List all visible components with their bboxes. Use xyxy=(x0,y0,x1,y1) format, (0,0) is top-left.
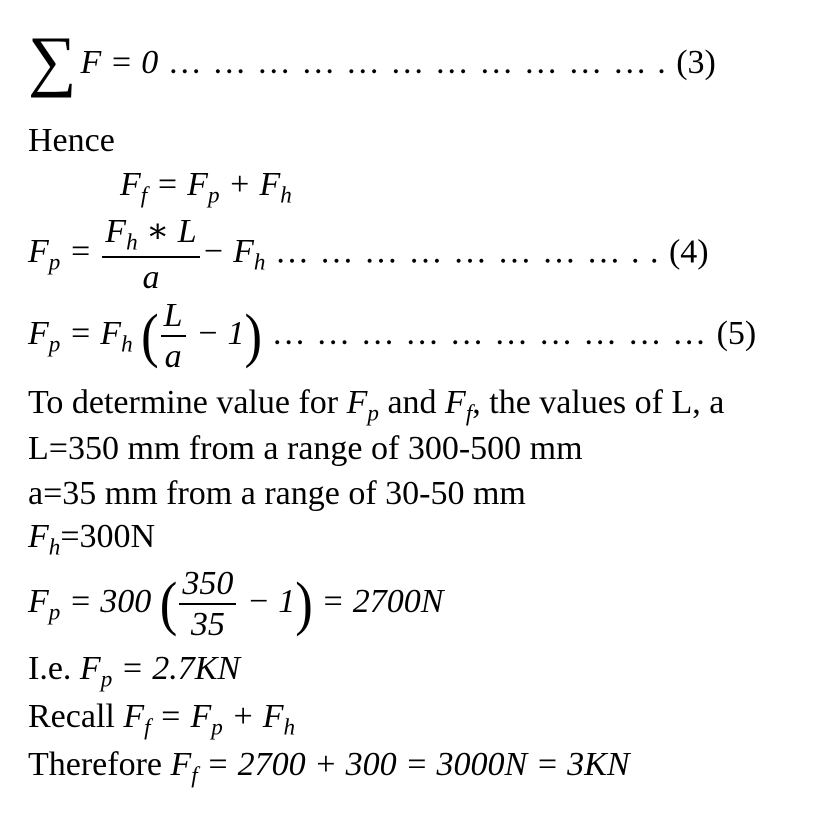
calc-right-paren: ) xyxy=(295,570,313,638)
given-fh-rest: =300N xyxy=(60,518,156,555)
eq4-numerator-sub: h xyxy=(126,229,138,256)
recall-fh-sub: h xyxy=(283,714,296,741)
fp-subscript: p xyxy=(207,182,220,209)
calc-left-paren: ( xyxy=(159,570,178,638)
eq5-lhs: F xyxy=(28,314,49,352)
recall-ff: F xyxy=(123,698,145,735)
determine-text xyxy=(28,386,724,426)
equation-4 xyxy=(28,214,709,295)
calculation xyxy=(28,566,443,642)
given-l: L=350 mm from a range of 300-500 mm xyxy=(28,430,583,467)
determine-fp: F xyxy=(346,384,368,421)
ie-rest: = 2.7KN xyxy=(112,650,241,687)
eq4-dots: … … … … … … … … . . xyxy=(265,233,669,271)
calc-minus-one: − 1 xyxy=(238,582,296,620)
eq5-tag: (5) xyxy=(716,314,757,352)
calc-denominator: 35 xyxy=(190,605,225,643)
eq5-numerator: L xyxy=(161,298,186,337)
recall-pre: Recall xyxy=(28,698,124,735)
summation-symbol: ∑ xyxy=(28,22,77,98)
eq4-tag: (4) xyxy=(668,233,709,271)
fp-symbol: F xyxy=(187,166,208,203)
calc-lhs: F xyxy=(28,582,49,620)
eq4-numerator-rest: ∗ L xyxy=(137,213,197,250)
eq4-denominator: a xyxy=(142,258,160,296)
ff-subscript: f xyxy=(140,182,148,209)
therefore-ff-sub: f xyxy=(191,762,198,789)
ff-symbol: F xyxy=(120,166,141,203)
therefore-pre: Therefore xyxy=(28,746,171,783)
calc-result: = 2700N xyxy=(312,582,444,620)
eq5-denominator: a xyxy=(164,337,182,375)
calc-lhs-sub: p xyxy=(48,599,61,626)
eq4-minus: − F xyxy=(201,233,254,271)
recall-fp-sub: p xyxy=(211,714,223,741)
equation-3 xyxy=(28,22,716,98)
given-fh-sub: h xyxy=(48,534,61,561)
eq5-fh-sub: h xyxy=(121,331,133,358)
eq3-dots: … … … … … … … … … … … . xyxy=(158,44,677,81)
ie-line xyxy=(28,652,240,692)
eq4-numerator: F xyxy=(105,213,127,250)
calc-numerator: 350 xyxy=(179,566,236,605)
ie-f: F xyxy=(79,650,101,687)
equation-ff xyxy=(120,168,292,208)
determine-fp-sub: p xyxy=(367,400,379,427)
recall-ff-sub: f xyxy=(144,714,151,741)
calc-equals-300: = 300 xyxy=(60,582,152,620)
eq4-fraction xyxy=(102,214,199,295)
ie-sub: p xyxy=(100,666,113,693)
determine-pre: To determine value for xyxy=(28,384,347,421)
fh-subscript: h xyxy=(280,182,292,209)
calc-fraction xyxy=(179,566,236,642)
left-paren: ( xyxy=(141,302,159,370)
equation-5 xyxy=(28,298,756,374)
ie-pre: I.e. xyxy=(28,650,80,687)
given-fh xyxy=(28,520,155,560)
recall-equals-fp: = F xyxy=(150,698,212,735)
given-fh-f: F xyxy=(28,518,49,555)
determine-ff-sub: f xyxy=(465,400,473,427)
eq4-lhs: F xyxy=(28,233,49,271)
therefore-rest: = 2700 + 300 = 3000N = 3KN xyxy=(197,746,630,783)
eq3-tag: (3) xyxy=(676,44,716,81)
eq4-lhs-sub: p xyxy=(48,249,61,276)
determine-and: and xyxy=(378,384,446,421)
recall-plus-fh: + F xyxy=(222,698,284,735)
eq5-dots: … … … … … … … … … … xyxy=(262,314,717,352)
eq5-minus-one: − 1 xyxy=(187,314,245,352)
eq4-minus-sub: h xyxy=(253,249,266,276)
determine-post: , the values of L, a xyxy=(472,384,725,421)
therefore-ff: F xyxy=(170,746,192,783)
ff-plus: + xyxy=(219,166,260,203)
hence-text: Hence xyxy=(28,122,115,159)
fh-symbol: F xyxy=(259,166,281,203)
determine-ff: F xyxy=(445,384,466,421)
eq4-equals: = xyxy=(60,233,101,271)
eq5-equals-fh: = F xyxy=(60,314,122,352)
ff-equals: = xyxy=(147,166,188,203)
eq3-lhs: F = 0 xyxy=(80,44,159,81)
given-a: a=35 mm from a range of 30-50 mm xyxy=(28,475,526,512)
therefore-line xyxy=(28,748,630,788)
eq5-fraction xyxy=(161,298,186,374)
right-paren: ) xyxy=(244,302,263,370)
eq5-lhs-sub: p xyxy=(48,331,61,358)
recall-line xyxy=(28,700,295,740)
